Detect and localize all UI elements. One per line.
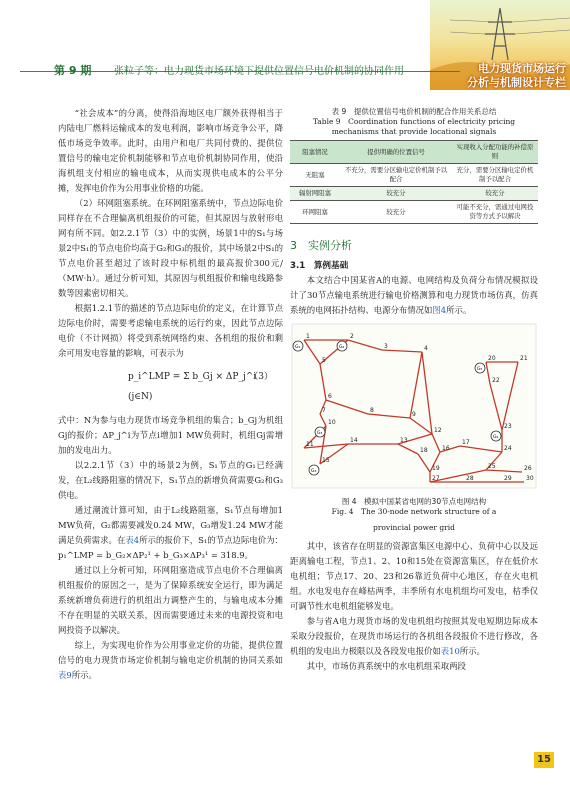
paragraph: “社会成本”的分离，使得沿海地区电厂额外获得相当于内陆电厂燃料运输成本的发电利润，影响市场竞争公平，降低市场竞争效率。此时，由用户和电厂共同付费的、提供位置信号的输电定价机制能够和节点电价机制协同作用，使沿海机组支付相应的输电成本，从而实现供电成本的公平分摊，发挥电价作为公用事业价格的功能。 xyxy=(58,108,283,193)
column-title-1: 电力现货市场运行 xyxy=(478,62,566,75)
node-label: 23 xyxy=(504,423,512,430)
section-heading: 3 实例分析 xyxy=(290,239,352,252)
node-label: 16 xyxy=(442,445,450,452)
node-label: 22 xyxy=(492,377,500,384)
node-label: 17 xyxy=(462,439,470,446)
node-label: 5 xyxy=(322,357,326,364)
figure-4-link[interactable]: 图4 xyxy=(432,305,447,315)
paragraph: 其中，该省存在明显的资源富集区电源中心、负荷中心以及远距离输电工程，节点1、2、10和15处在资源富集区，存在低价水电机组；节点17、20、23和26靠近负荷中心地区，存在火电机组。水电发电存在峰枯两季，丰季所有水电机组均可发电，枯季仅可调节性水电机组能够发电。 xyxy=(290,541,538,611)
node-label: 18 xyxy=(420,447,428,454)
paragraph: 以2.2.1节（3）中的场景2为例，S₁节点的G₁已经满发，在L₂线路阻塞的情况下，S₁节点的新增负荷需要G₂和G₃供电。 xyxy=(58,460,283,500)
table-cell: 不充分，需要分区输电定价机制予以配合 xyxy=(340,164,452,187)
table-cell: 辐射网阻塞 xyxy=(290,187,340,201)
table-4-link[interactable]: 表4 xyxy=(125,535,140,545)
subsection-heading: 3.1 算例基础 xyxy=(290,261,349,271)
paragraph: 通过潮流计算可知，由于L₂线路阻塞，S₁节点每增加1 MW负荷，G₂都需要减发0.24 MW，G₃增发1.24 MW才能满足负荷需求。在表4所示的报价下，S₁的节点边际电价为：p₁^LMP = b_G₂×ΔP₂¹ + b_G₃×ΔP₃¹ = 318.9。 xyxy=(58,505,283,560)
table-row xyxy=(290,187,538,201)
node-label: 30 xyxy=(526,475,534,482)
header-banner-image xyxy=(430,0,570,90)
generator-label: G₄ xyxy=(311,469,317,474)
table-cell: 较充分 xyxy=(340,187,452,201)
page-number: 15 xyxy=(534,752,554,768)
node-label: 1 xyxy=(306,333,310,340)
node-label: 25 xyxy=(488,463,496,470)
table-header: 实现收入分配功能的补偿原则 xyxy=(452,141,538,164)
node-label: 15 xyxy=(322,457,330,464)
node-label: 10 xyxy=(328,419,336,426)
generator-label: G₁ xyxy=(295,345,301,350)
node-label: 27 xyxy=(432,475,440,482)
node-label: 3 xyxy=(384,343,388,350)
figure-caption-en: Fig. 4 The 30-node network structure of a xyxy=(331,507,497,516)
left-column xyxy=(58,106,283,683)
generator-label: G₅ xyxy=(477,367,483,372)
paragraph: 根据1.2.1节的描述的节点边际电价的定义，在计算节点边际电价时，需要考虑输电系统的运行约束，因此节点边际电价（不计网损）将受到系统网络约束、各机组的报价和剩余可用发电容量的影响，可表示为 xyxy=(58,303,283,358)
table-header: 阻塞情况 xyxy=(290,141,340,164)
table-9 xyxy=(290,140,538,224)
node-label: 28 xyxy=(466,475,474,482)
node-label: 8 xyxy=(370,407,374,414)
figure-caption-en: provincial power grid xyxy=(373,523,455,532)
node-label: 20 xyxy=(488,355,496,362)
table-cell: 环网阻塞 xyxy=(290,201,340,224)
running-title: 张粒子等：电力现货市场环境下提供位置信号电价机制的协同作用 xyxy=(114,66,404,77)
table-header: 提供明确的位置信号 xyxy=(340,141,452,164)
table-cell: 较充分 xyxy=(452,187,538,201)
node-label: 26 xyxy=(524,465,532,472)
table-caption-en: mechanisms that provide locational signals xyxy=(331,127,497,136)
paragraph: 参与省A电力现货市场的发电机组均按照其发电短期边际成本采取分段报价，在现货市场运行的各机组各段报价不进行修改，各机组的发电出力极限以及各段发电报价如表10所示。 xyxy=(290,616,538,656)
node-label: 13 xyxy=(400,437,408,444)
node-label: 4 xyxy=(424,345,428,352)
table-caption-zh: 表 9 提供位置信号电价机制的配合作用关系总结 xyxy=(331,107,497,116)
network-diagram xyxy=(290,322,538,490)
table-header-row xyxy=(290,141,538,164)
table-cell: 充分，需要分区输电定价机制予以配合 xyxy=(452,164,538,187)
table-9-link[interactable]: 表9 xyxy=(58,670,72,680)
paragraph: 本文结合中国某省A的电源、电网结构及负荷分布情况模拟设计了30节点输电系统进行输电价格测算和电力现货市场仿真，仿真系统的电网拓扑结构、电源分布情况如图4所示。 xyxy=(290,275,538,315)
paragraph: 通过以上分析可知，环网阻塞造成节点电价不合理偏离机组报价的原因之一，是为了保障系统安全运行，即为满足系统新增负荷进行的机组出力调整产生的，与输电成本分摊不存在明显的关联关系，因而需要通过未来的电源投资和电网投资予以解决。 xyxy=(58,565,283,635)
node-label: 14 xyxy=(350,437,358,444)
table-10-link[interactable]: 表10 xyxy=(440,646,460,656)
equation-3 xyxy=(58,361,283,413)
equation-body: p_i^LMP = Σ b_Gj × ΔP_j^i (j∈N) xyxy=(128,372,257,402)
generator-label: G₃ xyxy=(317,431,323,436)
column-title-2: 分析与机制设计专栏 xyxy=(467,76,566,89)
table-row xyxy=(290,164,538,187)
node-label: 24 xyxy=(504,445,512,452)
node-label: 21 xyxy=(520,355,528,362)
table-cell: 无阻塞 xyxy=(290,164,340,187)
table-cell: 可能不充分，需通过电网投资等方式予以解决 xyxy=(452,201,538,224)
paragraph: 式中：N为参与电力现货市场竞争机组的集合；b_Gj为机组Gj的报价；ΔP_j^i为节点i增加1 MW负荷时，机组Gj需增加的发电出力。 xyxy=(58,415,283,455)
table-caption-en: Table 9 Coordination functions of electricity pricing xyxy=(312,117,516,126)
node-label: 9 xyxy=(412,411,416,418)
table-cell: 较充分 xyxy=(340,201,452,224)
right-column xyxy=(290,106,538,674)
figure-caption-zh: 图 4 模拟中国某省电网的30节点电网结构 xyxy=(341,497,487,506)
node-label: 7 xyxy=(322,407,326,414)
paragraph: 其中，市场仿真系统中的水电机组采取两段 xyxy=(306,661,466,671)
node-label: 12 xyxy=(434,427,442,434)
paragraph: 综上，为实现电价作为公用事业定价的功能，提供位置信号的电力现货市场定价机制与输电定价机制的协同关系如表9所示。 xyxy=(58,640,283,680)
node-label: 11 xyxy=(306,441,314,448)
generator-label: G₆ xyxy=(493,435,499,440)
node-label: 6 xyxy=(328,393,332,400)
node-label: 2 xyxy=(350,333,354,340)
paragraph: （2）环网阻塞系统。在环网阻塞系统中，节点边际电价同样存在不合理偏离机组报价的可能，但其原因与放射形电网有所不同。如2.2.1节（3）中的实例，场景1中的S₁与场景2中S₁的节点电价均高于G₂和G₃的报价，其中场景2中S₁的节点电价甚至超过了该时段中标机组的最高报价300元/（MW·h）。通过分析可知，其原因与机组报价和输电线路参数等因素密切相关。 xyxy=(58,198,283,298)
generator-label: G₂ xyxy=(339,345,345,350)
node-label: 19 xyxy=(432,465,440,472)
node-label: 29 xyxy=(504,475,512,482)
equation-number: （3） xyxy=(249,372,273,382)
issue-number: 第 9 期 xyxy=(54,64,92,77)
table-row xyxy=(290,201,538,224)
